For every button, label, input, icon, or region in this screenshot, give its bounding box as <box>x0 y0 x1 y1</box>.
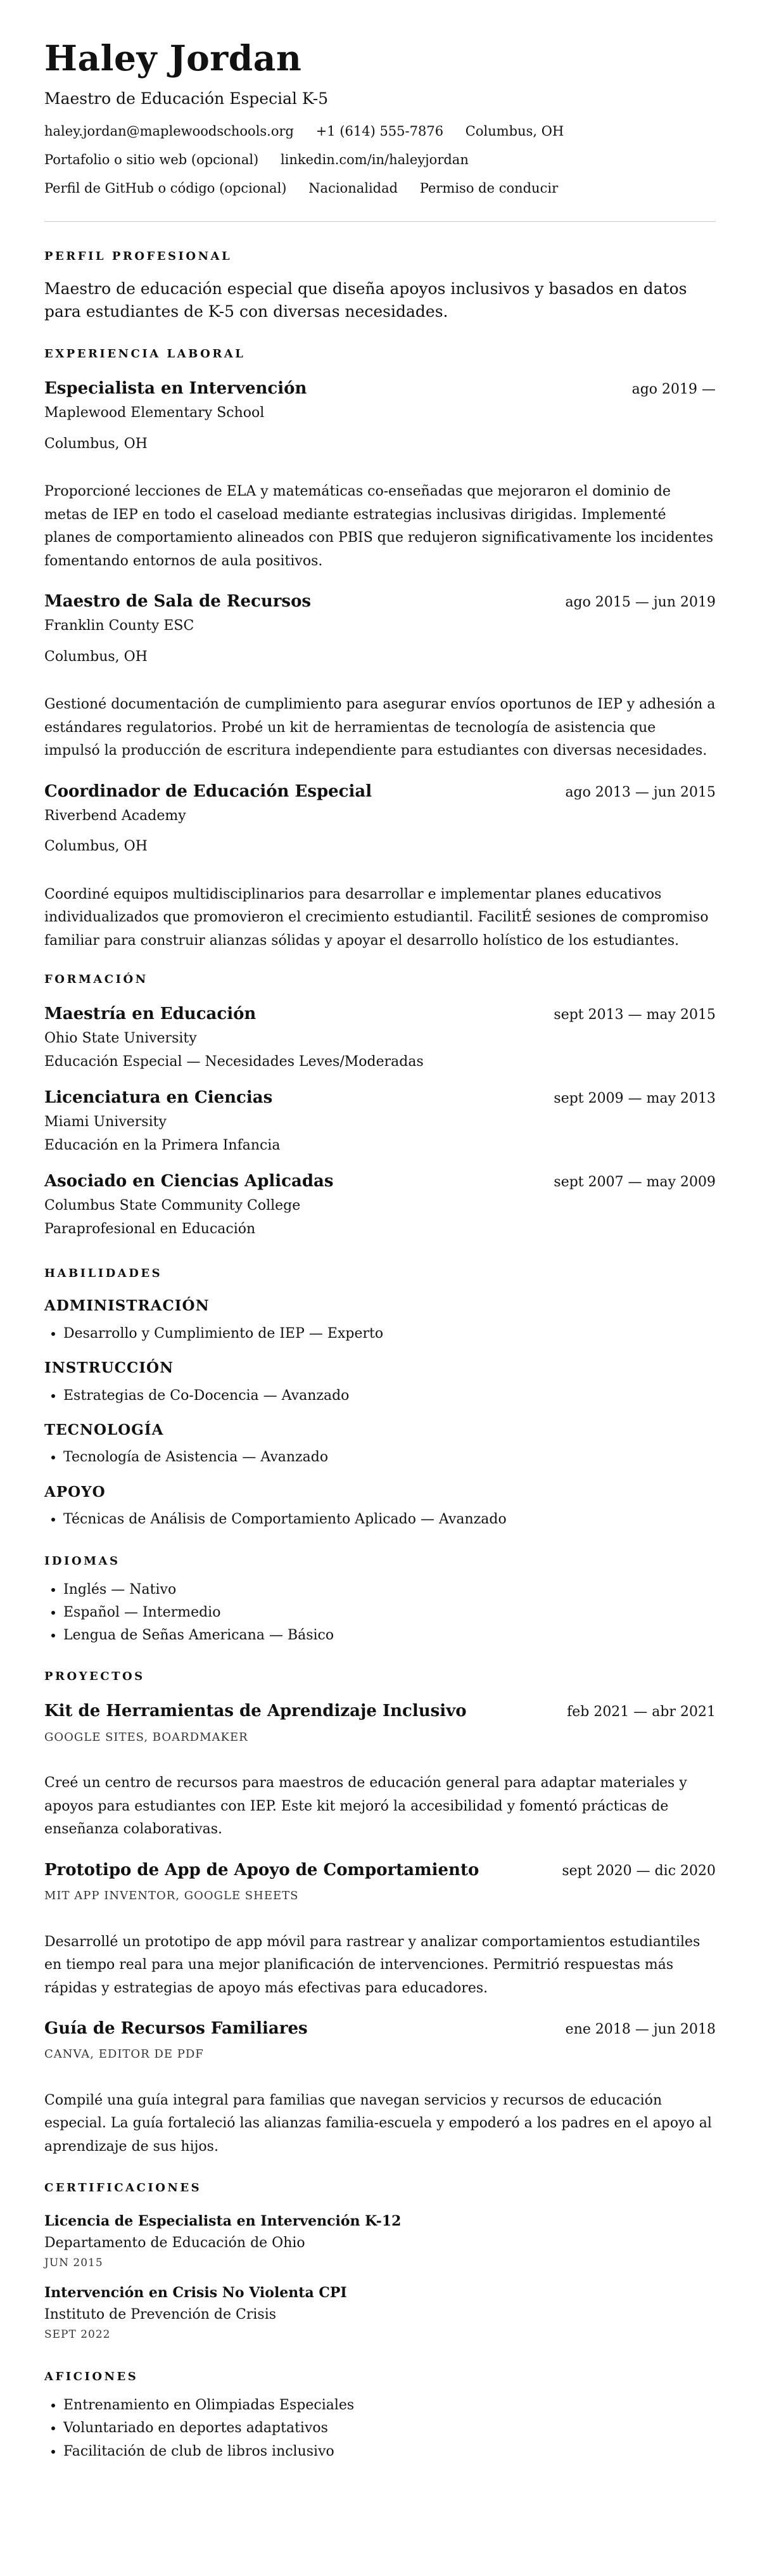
project-tools: GOOGLE SITES, BOARDMAKER <box>44 1730 248 1744</box>
certification-entry <box>44 2284 716 2341</box>
candidate-name: Haley Jordan <box>44 37 302 79</box>
skill-group <box>44 1297 716 1345</box>
skill-item: • Desarrollo y Cumplimiento de IEP — Experto <box>63 1323 716 1345</box>
degree-title: Maestría en Educación <box>44 1004 256 1024</box>
skill-list <box>44 1446 716 1469</box>
job-dates: ago 2015 — jun 2019 <box>565 594 716 611</box>
project-title: Prototipo de App de Apoyo de Comportamiento <box>44 1860 479 1880</box>
skill-group <box>44 1421 716 1470</box>
skill-item: • Técnicas de Análisis de Comportamiento Aplicado — Avanzado <box>63 1508 716 1531</box>
project-description: Compilé una guía integral para familias que navegan servicios y recursos de educación especial. La guía fortaleció las alianzas familia-escuela y empoderó a los padres en el apoyo al aprendizaje de sus hijos. <box>44 2092 712 2155</box>
section-heading: PERFIL PROFESIONAL <box>44 249 232 263</box>
job-location: Columbus, OH <box>44 435 148 452</box>
skill-group <box>44 1483 716 1532</box>
entry-header <box>44 1004 716 1024</box>
project-dates: sept 2020 — dic 2020 <box>562 1862 716 1879</box>
experience-entry <box>44 379 716 573</box>
field-of-study: Paraprofesional en Educación <box>44 1221 256 1237</box>
section-heading: FORMACIÓN <box>44 973 148 987</box>
contact-nationality: Nacionalidad <box>308 181 398 196</box>
hobby-item: • Facilitación de club de libros inclusivo <box>63 2440 716 2463</box>
section-heading: PROYECTOS <box>44 1670 145 1684</box>
job-organization: Riverbend Academy <box>44 807 186 824</box>
profile-summary: Maestro de educación especial que diseña apoyos inclusivos y basados en datos para estudiantes de K-5 con diversas necesidades. <box>44 279 687 321</box>
entry-header <box>44 1861 716 1880</box>
project-title: Kit de Herramientas de Aprendizaje Inclusivo <box>44 1701 467 1721</box>
projects-section <box>44 1671 716 2158</box>
degree-title: Asociado en Ciencias Aplicadas <box>44 1172 334 1191</box>
experience-section <box>44 349 716 952</box>
job-location: Columbus, OH <box>44 648 148 665</box>
section-heading: AFICIONES <box>44 2370 139 2384</box>
entry-header <box>44 1088 716 1108</box>
hobby-list <box>44 2394 716 2463</box>
entry-header <box>44 1172 716 1191</box>
entry-header <box>44 2019 716 2039</box>
language-list <box>44 1579 716 1648</box>
contact-row <box>44 152 716 168</box>
skill-group-title: INSTRUCCIÓN <box>44 1359 174 1376</box>
education-entry <box>44 1088 716 1154</box>
school-name: Columbus State Community College <box>44 1198 301 1214</box>
job-description: Gestioné documentación de cumplimiento para asegurar envíos oportunos de IEP y adhesión a estándares regulatorios. Probé un kit de herramientas de tecnología de asistencia que impulsó la producción de escritura independiente para estudiantes con diversas necesidades. <box>44 696 716 759</box>
project-entry <box>44 1861 716 2000</box>
project-title: Guía de Recursos Familiares <box>44 2019 308 2039</box>
certification-issuer: Departamento de Educación de Ohio <box>44 2234 305 2251</box>
language-item: • Lengua de Señas Americana — Básico <box>63 1624 716 1647</box>
job-title: Maestro de Sala de Recursos <box>44 592 312 612</box>
language-item: • Español — Intermedio <box>63 1601 716 1624</box>
hobby-item: • Entrenamiento en Olimpiadas Especiales <box>63 2394 716 2417</box>
field-of-study: Educación Especial — Necesidades Leves/Moderadas <box>44 1053 424 1070</box>
entry-header <box>44 1701 716 1721</box>
section-heading: IDIOMAS <box>44 1554 120 1568</box>
education-dates: sept 2013 — may 2015 <box>554 1007 716 1023</box>
job-description: Coordiné equipos multidisciplinarios para desarrollar e implementar planes educativos individualizados que promovieron el crecimiento estudiantil. FacilitÉ sesiones de compromiso familiar para construir alianzas sólidas y apoyar el desarrollo holístico de los estudiantes. <box>44 886 709 949</box>
project-description: Creé un centro de recursos para maestros de educación general para adaptar materiales y apoyos para estudiantes con IEP. Este kit mejoró la accesibilidad y fomentó prácticas de enseñanza colaborativas. <box>44 1775 687 1838</box>
skill-group-title: APOYO <box>44 1483 106 1501</box>
skill-list <box>44 1323 716 1345</box>
languages-section <box>44 1556 716 1648</box>
certification-entry <box>44 2213 716 2269</box>
certification-issuer: Instituto de Prevención de Crisis <box>44 2306 277 2323</box>
project-description: Desarrollé un prototipo de app móvil para rastrear y analizar comportamientos estudiantiles en tiempo real para una mejor planificación de intervenciones. Permitrió respuestas más rápidas y estrategias de apoyo más efectivas para educadores. <box>44 1933 700 1996</box>
school-name: Ohio State University <box>44 1030 197 1047</box>
job-title: Especialista en Intervención <box>44 379 307 399</box>
skill-item: • Estrategias de Co-Docencia — Avanzado <box>63 1385 716 1407</box>
education-dates: sept 2009 — may 2013 <box>554 1091 716 1107</box>
entry-header <box>44 782 716 802</box>
header-divider <box>44 221 716 222</box>
hobby-item: • Voluntariado en deportes adaptativos <box>63 2417 716 2440</box>
skill-group <box>44 1359 716 1407</box>
section-heading: CERTIFICACIONES <box>44 2181 202 2195</box>
section-heading: EXPERIENCIA LABORAL <box>44 347 246 361</box>
entry-header <box>44 592 716 612</box>
project-tools: MIT APP INVENTOR, GOOGLE SHEETS <box>44 1889 299 1902</box>
project-dates: ene 2018 — jun 2018 <box>565 2022 716 2038</box>
education-entry <box>44 1004 716 1070</box>
skills-section <box>44 1268 716 1532</box>
job-organization: Maplewood Elementary School <box>44 405 265 421</box>
contact-row <box>44 124 716 139</box>
contact-phone[interactable]: +1 (614) 555-7876 <box>315 124 444 139</box>
contact-row <box>44 181 716 196</box>
certification-title: Intervención en Crisis No Violenta CPI <box>44 2284 347 2302</box>
education-section <box>44 974 716 1238</box>
contact-email[interactable]: haley.jordan@maplewoodschools.org <box>44 124 294 139</box>
hobbies-section <box>44 2371 716 2463</box>
certifications-section <box>44 2182 716 2341</box>
project-dates: feb 2021 — abr 2021 <box>567 1704 716 1721</box>
experience-entry <box>44 592 716 763</box>
project-entry <box>44 1701 716 1841</box>
degree-title: Licenciatura en Ciencias <box>44 1088 273 1108</box>
language-item: • Inglés — Nativo <box>63 1579 716 1601</box>
profile-section <box>44 251 716 324</box>
entry-header <box>44 379 716 399</box>
certification-title: Licencia de Especialista en Intervención K-12 <box>44 2213 402 2230</box>
field-of-study: Educación en la Primera Infancia <box>44 1137 281 1153</box>
job-description: Proporcioné lecciones de ELA y matemáticas co-enseñadas que mejoraron el dominio de metas de IEP en todo el caseload mediante estrategias inclusivas dirigidas. Implementé planes de comportamiento alineados con PBIS que redujeron significativamente los incidentes fomentando entornos de aula positivos. <box>44 484 714 569</box>
job-title: Coordinador de Educación Especial <box>44 781 372 801</box>
job-organization: Franklin County ESC <box>44 618 194 634</box>
project-tools: CANVA, EDITOR DE PDF <box>44 2047 204 2061</box>
skill-item: • Tecnología de Asistencia — Avanzado <box>63 1446 716 1469</box>
certification-date: JUN 2015 <box>44 2257 103 2270</box>
contact-linkedin[interactable]: linkedin.com/in/haleyjordan <box>280 152 469 168</box>
education-entry <box>44 1172 716 1238</box>
skill-group-title: TECNOLOGÍA <box>44 1421 164 1439</box>
section-heading: HABILIDADES <box>44 1267 163 1281</box>
job-location: Columbus, OH <box>44 838 148 855</box>
project-entry <box>44 2019 716 2158</box>
skill-list <box>44 1385 716 1407</box>
candidate-title: Maestro de Educación Especial K-5 <box>44 89 329 108</box>
skill-list <box>44 1508 716 1531</box>
contact-location: Columbus, OH <box>465 124 564 139</box>
school-name: Miami University <box>44 1114 167 1131</box>
certification-date: SEPT 2022 <box>44 2328 111 2342</box>
skill-group-title: ADMINISTRACIÓN <box>44 1297 210 1315</box>
contact-github[interactable]: Perfil de GitHub o código (opcional) <box>44 181 287 196</box>
contact-portfolio[interactable]: Portafolio o sitio web (opcional) <box>44 152 259 168</box>
contact-info <box>44 124 716 197</box>
contact-license: Permiso de conducir <box>419 181 559 196</box>
experience-entry <box>44 782 716 953</box>
education-dates: sept 2007 — may 2009 <box>554 1174 716 1191</box>
job-dates: ago 2013 — jun 2015 <box>565 784 716 800</box>
job-dates: ago 2019 — <box>631 381 716 398</box>
